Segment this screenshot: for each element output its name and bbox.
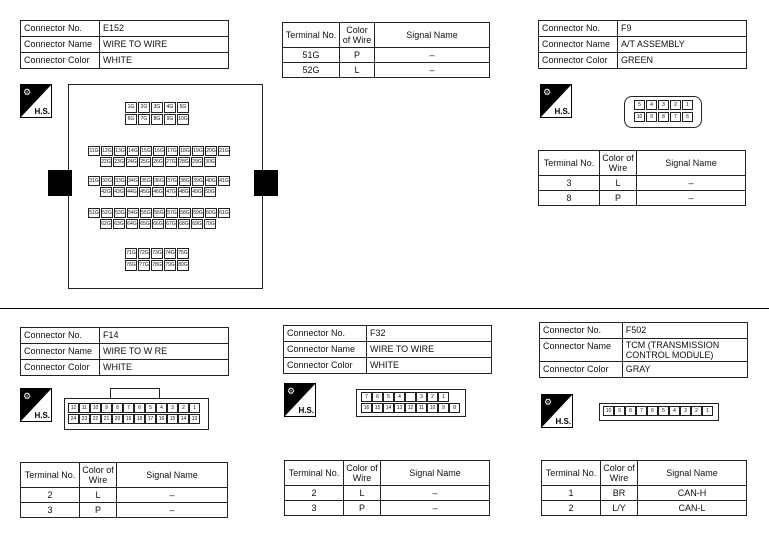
terminal-pin: 9 [646,112,657,122]
terminal-pin: 1 [189,403,200,413]
terminal-pin: 55G [141,210,151,216]
f9-connector-color: GREEN [618,53,747,69]
terminal-pin: 4 [394,392,405,402]
e152-connector-name: WIRE TO WIRE [100,37,229,53]
label-connector-no: Connector No. [540,323,623,339]
terminal-pin: 6 [647,406,658,416]
terminal-pin: 59G [193,210,203,216]
e152-left-lock-tab [48,170,72,196]
label-connector-color: Connector Color [539,53,618,69]
header-signal-name: Signal Name [638,461,747,486]
header-signal-name: Signal Name [375,23,490,48]
terminal-pin: 30G [205,159,215,165]
terminal-pin: 3G [151,102,163,113]
terminal-pin: 5 [145,403,156,413]
table-row: 2 L – [21,488,228,503]
label-connector-color: Connector Color [21,53,100,69]
e152-connector-info [20,20,229,69]
label-connector-name: Connector Name [539,37,618,53]
terminal-pin: 2 [691,406,702,416]
terminal-pin: 13G [115,148,125,154]
terminal-pin: 41G [219,178,229,184]
label-connector-color: Connector Color [540,362,623,378]
header-color-of-wire: Color of Wire [340,23,375,48]
terminal-pin: 53G [115,210,125,216]
terminal-pin: 40G [206,178,216,184]
f9-connector-name: A/T ASSEMBLY [618,37,747,53]
harness-side-icon: ⚙ H.S. [541,394,573,428]
terminal-pin: 75G [177,248,189,259]
terminal-pin: 10 [90,403,101,413]
terminal-pin: 66G [153,221,163,227]
f14-lock-tab [110,388,160,399]
table-row: 2 L – [285,486,490,501]
terminal-pin: 79G [164,260,176,271]
f14-connector-name: WIRE TO W RE [100,344,229,360]
terminal-pin: 54G [128,210,138,216]
terminal-pin: 7G [138,114,150,125]
terminal-pin: 10 [427,403,438,413]
f9-connector-info [538,20,747,69]
terminal-pin: 1G [125,102,137,113]
terminal-pin: 69G [192,221,202,227]
terminal-pin: 10G [177,114,189,125]
terminal-pin: 52G [102,210,112,216]
terminal-pin: 5G [177,102,189,113]
terminal-pin: 15 [167,414,178,424]
terminal-pin: 1 [682,100,693,110]
terminal-pin: 44G [127,189,137,195]
terminal-pin: 37G [167,178,177,184]
terminal-pin: 12G [102,148,112,154]
terminal-pin: 32G [102,178,112,184]
f32-connector-name: WIRE TO WIRE [367,342,492,358]
f14-connector-no: F14 [100,328,229,344]
terminal-pin: 43G [114,189,124,195]
terminal-pin: 6 [682,112,693,122]
terminal-pin: 4 [669,406,680,416]
label-connector-name: Connector Name [21,344,100,360]
terminal-pin: 7 [361,392,372,402]
terminal-pin: 39G [193,178,203,184]
terminal-pin: 8 [112,403,123,413]
terminal-pin: 31G [89,178,99,184]
terminal-pin: 25G [140,159,150,165]
terminal-pin: 72G [138,248,150,259]
f9-connector-no: F9 [618,21,747,37]
terminal-pin: 60G [206,210,216,216]
terminal-pin: 14 [383,403,394,413]
terminal-pin: 13 [189,414,200,424]
terminal-pin: 63G [114,221,124,227]
header-color-of-wire: Color of Wire [601,461,638,486]
terminal-pin: 10 [634,112,645,122]
f32-connector-no: F32 [367,326,492,342]
terminal-pin: 12 [405,403,416,413]
e152-connector-color: WHITE [100,53,229,69]
terminal-pin: 11G [89,148,99,154]
terminal-pin: 49G [192,189,202,195]
table-row: 8 P – [539,191,746,206]
f32-connector-info [283,325,492,374]
terminal-pin: 17G [167,148,177,154]
terminal-pin: 4 [156,403,167,413]
e152-terminal-table [282,22,490,78]
terminal-pin: 4 [646,100,657,110]
terminal-pin: 36G [154,178,164,184]
label-connector-name: Connector Name [284,342,367,358]
terminal-pin: 26G [153,159,163,165]
terminal-pin: 19 [123,414,134,424]
terminal-pin: 68G [179,221,189,227]
header-terminal-no: Terminal No. [283,23,340,48]
terminal-pin: 23G [114,159,124,165]
terminal-pin: 23 [79,414,90,424]
terminal-pin: 24 [68,414,79,424]
terminal-pin [405,392,416,402]
terminal-pin: 16 [156,414,167,424]
terminal-pin: 17 [145,414,156,424]
terminal-pin: 19G [193,148,203,154]
header-terminal-no: Terminal No. [542,461,601,486]
terminal-pin: 11 [416,403,427,413]
header-color-of-wire: Color of Wire [600,151,637,176]
harness-side-icon: ⚙ H.S. [284,383,316,417]
terminal-pin: 73G [151,248,163,259]
label-connector-name: Connector Name [21,37,100,53]
terminal-pin: 9 [101,403,112,413]
table-row: 51G P – [283,48,490,63]
terminal-pin: 65G [140,221,150,227]
terminal-pin: 8G [151,114,163,125]
table-row: 2 L/Y CAN-L [542,501,747,516]
terminal-pin: 28G [179,159,189,165]
terminal-pin: 2 [178,403,189,413]
header-terminal-no: Terminal No. [21,463,80,488]
terminal-pin: 1 [438,392,449,402]
terminal-pin: 61G [219,210,229,216]
terminal-pin: 21G [219,148,229,154]
e152-right-lock-tab [254,170,278,196]
terminal-pin: 6 [372,392,383,402]
header-terminal-no: Terminal No. [285,461,344,486]
terminal-pin: 2G [138,102,150,113]
f14-connector-info [20,327,229,376]
terminal-pin: 4G [164,102,176,113]
header-signal-name: Signal Name [637,151,746,176]
terminal-pin: 5 [658,406,669,416]
terminal-pin: 45G [140,189,150,195]
terminal-pin: 64G [127,221,137,227]
terminal-pin: 74G [164,248,176,259]
label-connector-color: Connector Color [284,358,367,374]
f9-terminal-table [538,150,746,206]
label-connector-no: Connector No. [21,328,100,344]
label-connector-color: Connector Color [21,360,100,376]
f502-terminal-table [541,460,747,516]
terminal-pin: 8 [449,403,460,413]
header-terminal-no: Terminal No. [539,151,600,176]
terminal-pin: 16 [361,403,372,413]
terminal-pin: 51G [89,210,99,216]
terminal-pin: 70G [205,221,215,227]
harness-side-icon: ⚙ H.S. [20,84,52,118]
terminal-pin: 1 [702,406,713,416]
harness-side-icon: ⚙ H.S. [20,388,52,422]
terminal-pin: 7 [123,403,134,413]
harness-side-icon: ⚙ H.S. [540,84,572,118]
table-row: 3 L – [539,176,746,191]
f502-connector-no: F502 [622,323,747,339]
section-divider [0,308,769,309]
terminal-pin: 18 [134,414,145,424]
terminal-pin: 46G [153,189,163,195]
terminal-pin: 18G [180,148,190,154]
terminal-pin: 16G [154,148,164,154]
terminal-pin: 33G [115,178,125,184]
terminal-pin: 20G [206,148,216,154]
terminal-pin: 5 [383,392,394,402]
terminal-pin: 71G [125,248,137,259]
terminal-pin: 3 [416,392,427,402]
f14-connector-color: WHITE [100,360,229,376]
header-color-of-wire: Color of Wire [344,461,381,486]
f32-terminal-table [284,460,490,516]
terminal-pin: 3 [167,403,178,413]
terminal-pin: 3 [658,100,669,110]
terminal-pin: 15G [141,148,151,154]
label-connector-name: Connector Name [540,339,623,362]
terminal-pin: 27G [166,159,176,165]
terminal-pin: 35G [141,178,151,184]
terminal-pin: 5 [634,100,645,110]
terminal-pin: 8 [625,406,636,416]
terminal-pin: 38G [180,178,190,184]
terminal-pin: 7 [670,112,681,122]
terminal-pin: 34G [128,178,138,184]
terminal-pin: 13 [394,403,405,413]
terminal-pin: 10 [603,406,614,416]
header-color-of-wire: Color of Wire [80,463,117,488]
terminal-pin: 42G [101,189,111,195]
f32-connector-color: WHITE [367,358,492,374]
terminal-pin: 7 [636,406,647,416]
terminal-pin: 3 [680,406,691,416]
terminal-pin: 9G [164,114,176,125]
terminal-pin: 22G [101,159,111,165]
terminal-pin: 77G [138,260,150,271]
terminal-pin: 47G [166,189,176,195]
table-row: 1 BR CAN-H [542,486,747,501]
terminal-pin: 6G [125,114,137,125]
table-row: 3 P – [21,503,228,518]
terminal-pin: 9 [614,406,625,416]
f502-connector-info [539,322,748,378]
terminal-pin: 58G [180,210,190,216]
terminal-pin: 29G [192,159,202,165]
header-signal-name: Signal Name [381,461,490,486]
terminal-pin: 2 [427,392,438,402]
table-row: 52G L – [283,63,490,78]
terminal-pin: 11 [79,403,90,413]
label-connector-no: Connector No. [21,21,100,37]
terminal-pin: 56G [154,210,164,216]
table-row: 3 P – [285,501,490,516]
terminal-pin: 67G [166,221,176,227]
f502-connector-name: TCM (TRANSMISSION CONTROL MODULE) [622,339,747,362]
terminal-pin: 24G [127,159,137,165]
terminal-pin: 21 [101,414,112,424]
terminal-pin: 50G [205,189,215,195]
f502-connector-color: GRAY [622,362,747,378]
terminal-pin: 6 [134,403,145,413]
terminal-pin: 20 [112,414,123,424]
terminal-pin: 12 [68,403,79,413]
label-connector-no: Connector No. [284,326,367,342]
terminal-pin: 76G [125,260,137,271]
terminal-pin: 57G [167,210,177,216]
terminal-pin: 48G [179,189,189,195]
f14-terminal-table [20,462,228,518]
terminal-pin: 22 [90,414,101,424]
header-signal-name: Signal Name [117,463,228,488]
e152-connector-no: E152 [100,21,229,37]
terminal-pin: 80G [177,260,189,271]
terminal-pin: 15 [372,403,383,413]
terminal-pin: 9 [438,403,449,413]
terminal-pin: 78G [151,260,163,271]
terminal-pin: 62G [101,221,111,227]
terminal-pin: 2 [670,100,681,110]
terminal-pin: 14 [178,414,189,424]
terminal-pin: 14G [128,148,138,154]
label-connector-no: Connector No. [539,21,618,37]
terminal-pin: 8 [658,112,669,122]
